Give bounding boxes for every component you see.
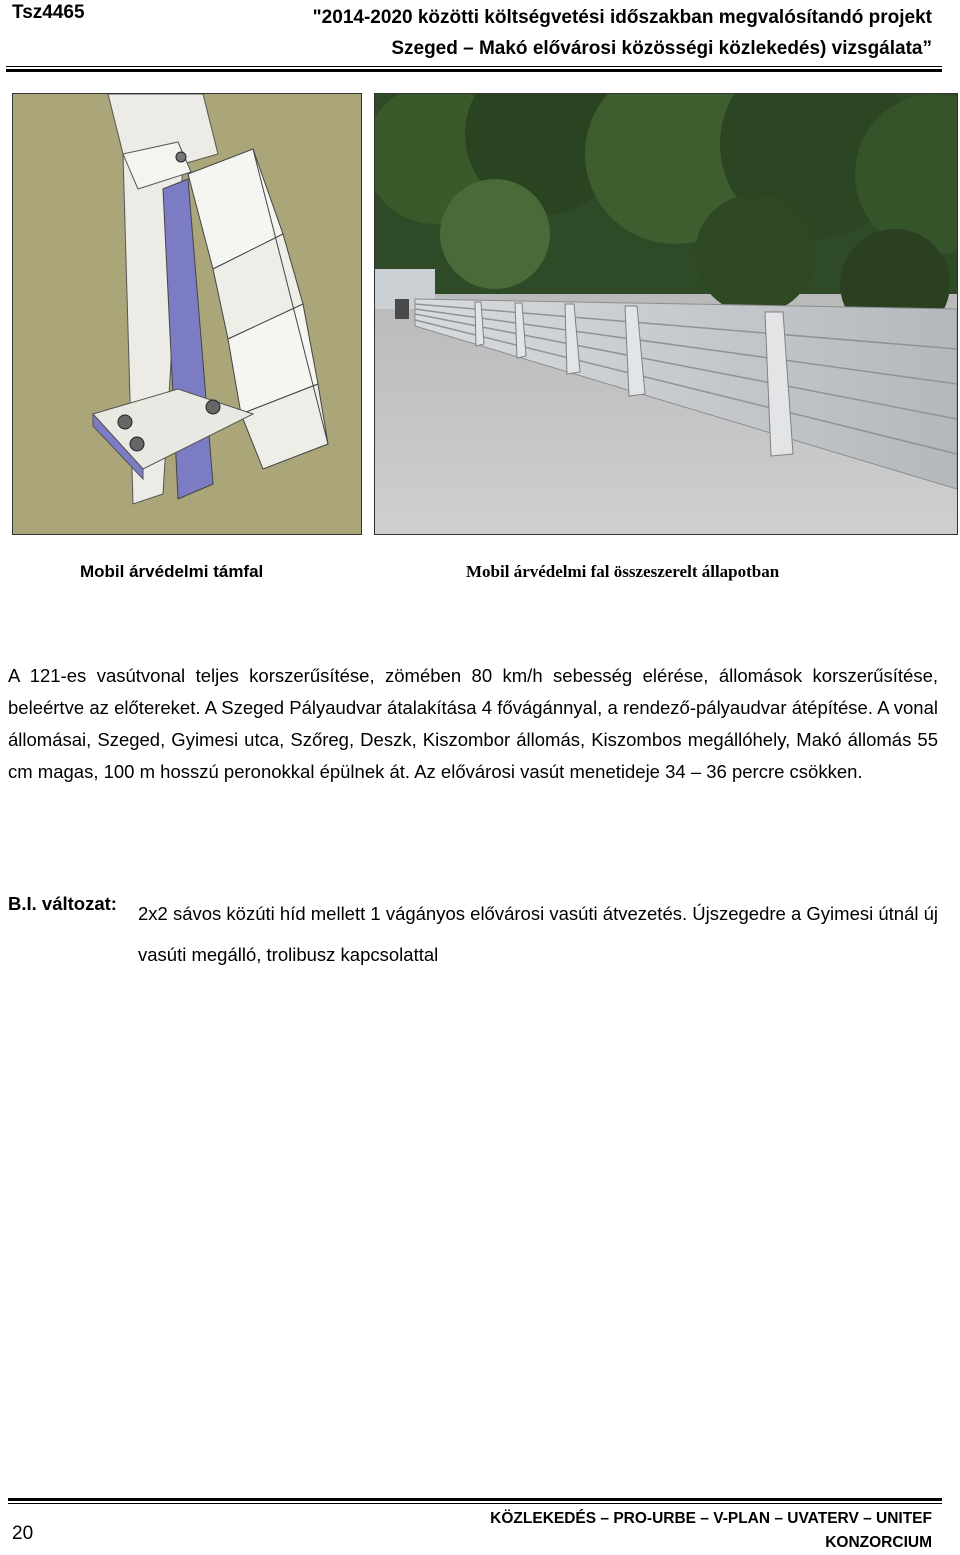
footer-divider-thick <box>8 1498 942 1501</box>
footer-consortium-line1: KÖZLEKEDÉS – PRO-URBE – V-PLAN – UVATERV – UNITEF <box>490 1510 932 1527</box>
footer-consortium <box>490 1507 932 1555</box>
document-id: Tsz4465 <box>12 2 85 23</box>
header-title-line2: Szeged – Makó elővárosi közösségi közlekedés) vizsgálata” <box>391 38 932 59</box>
assembled-flood-wall-photo-icon <box>375 94 957 534</box>
page-number: 20 <box>12 1523 34 1544</box>
header-divider <box>6 66 942 67</box>
variant-label: B.I. változat: <box>8 893 117 914</box>
assembled-flood-wall-figure <box>374 93 958 535</box>
header-divider-thick <box>6 69 942 72</box>
footer-consortium-line2: KONZORCIUM <box>825 1534 932 1551</box>
flood-wall-support-illustration-icon <box>13 94 361 534</box>
figure-caption-assembled-wall: Mobil árvédelmi fal összeszerelt állapotban <box>466 562 780 581</box>
flood-wall-support-figure <box>12 93 362 535</box>
body-paragraph: A 121-es vasútvonal teljes korszerűsítése, zömében 80 km/h sebesség elérése, állomások korszerűsítése, beleértve az előtereket. A Szeged Pályaudvar átalakítása 4 fővágánnyal, a rendező-pályaudvar átépítése. A vonal állomásai, Szeged, Gyimesi utca, Szőreg, Deszk, Kiszombor állomás, Kiszombos megállóhely, Makó állomás 55 cm magas, 100 m hosszú peronokkal épülnek át. Az elővárosi vasút menetideje 34 – 36 percre csökken. <box>8 665 938 782</box>
variant-description: 2x2 sávos közúti híd mellett 1 vágányos elővárosi vasúti átvezetés. Újszegedre a Gyimesi útnál új vasúti megálló, trolibusz kapcsolattal <box>138 903 939 965</box>
footer-divider <box>8 1503 942 1504</box>
header-title-line1: "2014-2020 közötti költségvetési időszakban megvalósítandó projekt <box>312 7 932 28</box>
header-title <box>313 2 932 64</box>
figure-caption-support: Mobil árvédelmi támfal <box>80 562 264 581</box>
